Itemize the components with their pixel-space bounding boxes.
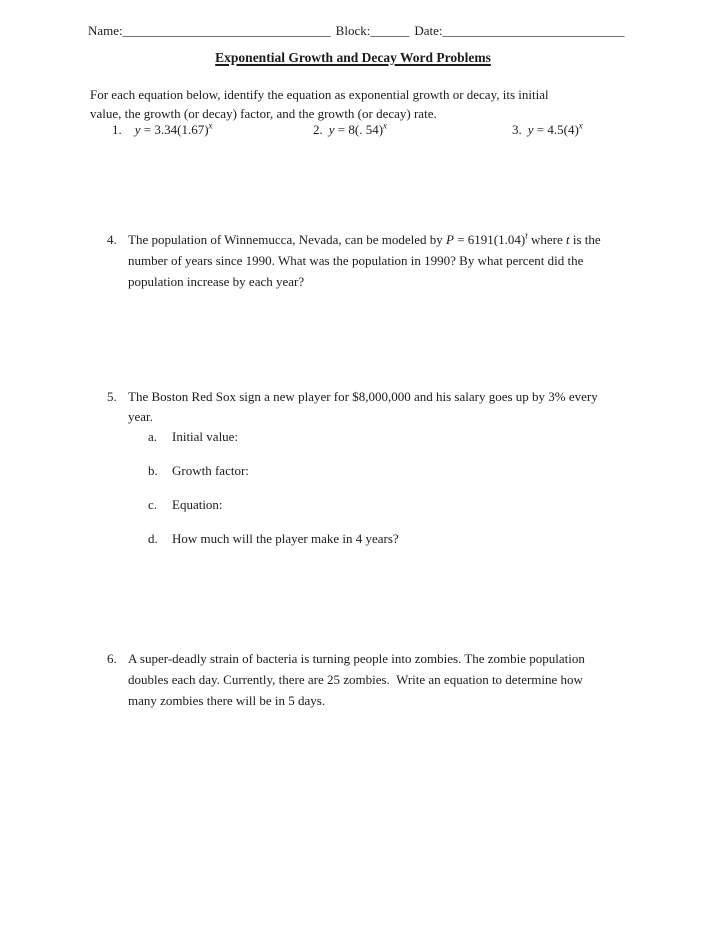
problem-5-text [128,387,627,549]
problem-text-line: many zombies there will be in 5 days. [128,693,326,708]
list-number: 6. [107,651,117,666]
equation-item-1 [112,122,213,138]
list-number: 2. [313,122,323,137]
list-number: 3. [512,122,522,137]
problem-6 [107,648,627,711]
equation-list [0,122,728,144]
sub-part-letter: b. [148,463,158,478]
problem-text-line: The Boston Red Sox sign a new player for $8,000,000 and his salary goes up by 3% every [128,389,598,404]
problem-4-text [128,229,627,292]
header-fill-in-row [88,23,624,39]
sub-part-label: Growth factor: [172,463,249,478]
instructions-line: For each equation below, identify the equation as exponential growth or decay, its initial [90,87,549,102]
sub-part-letter: a. [148,429,158,444]
list-number: 1. [112,122,122,137]
equation-item-2 [313,122,387,138]
problem-text-line: doubles each day. Currently, there are 25 zombies. Write an equation to determine how [128,672,583,687]
block-blank-line: ______ [370,23,410,38]
list-number: 5. [107,389,117,404]
sub-part-letter: d. [148,531,158,546]
page-title: Exponential Growth and Decay Word Problems [215,50,491,65]
sub-part-label: How much will the player make in 4 years? [172,531,399,546]
sub-part-label: Initial value: [172,429,239,444]
name-label: Name: [88,23,123,38]
problem-text-line: population increase by each year? [128,274,305,289]
date-blank-line: ____________________________ [442,23,625,38]
problem-text-line: number of years since 1990. What was the population in 1990? By what percent did the [128,253,584,268]
problem-6-text [128,648,627,711]
list-number: 4. [107,232,117,247]
sub-part-a [148,427,627,447]
date-label: Date: [414,23,443,38]
problem-text-line: A super-deadly strain of bacteria is turning people into zombies. The zombie population [128,651,585,666]
block-label: Block: [335,23,371,38]
name-blank-line: ________________________________ [122,23,331,38]
sub-part-letter: c. [148,497,158,512]
equation-expression: $y = 3.34(1.67)^x$ [134,120,213,137]
instructions-line: value, the growth (or decay) factor, and the growth (or decay) rate. [90,106,437,121]
sub-part-d [148,529,627,549]
sub-part-label: Equation: [172,497,223,512]
sub-part-b [148,461,627,481]
equation-expression: y = 8(. 54)$^x$ [328,120,388,137]
problem-5 [107,387,627,549]
equation-expression: $y = 4.5(4)^x$ [527,120,583,137]
equation-item-3 [512,122,583,138]
problem-4 [107,229,627,292]
problem-text-line: year. [128,409,153,424]
instructions [90,85,630,123]
sub-part-c [148,495,627,515]
problem-text-line: The population of Winnemucca, Nevada, can be modeled by $P = 6191(1.04)^t$ where t is the [128,230,601,247]
